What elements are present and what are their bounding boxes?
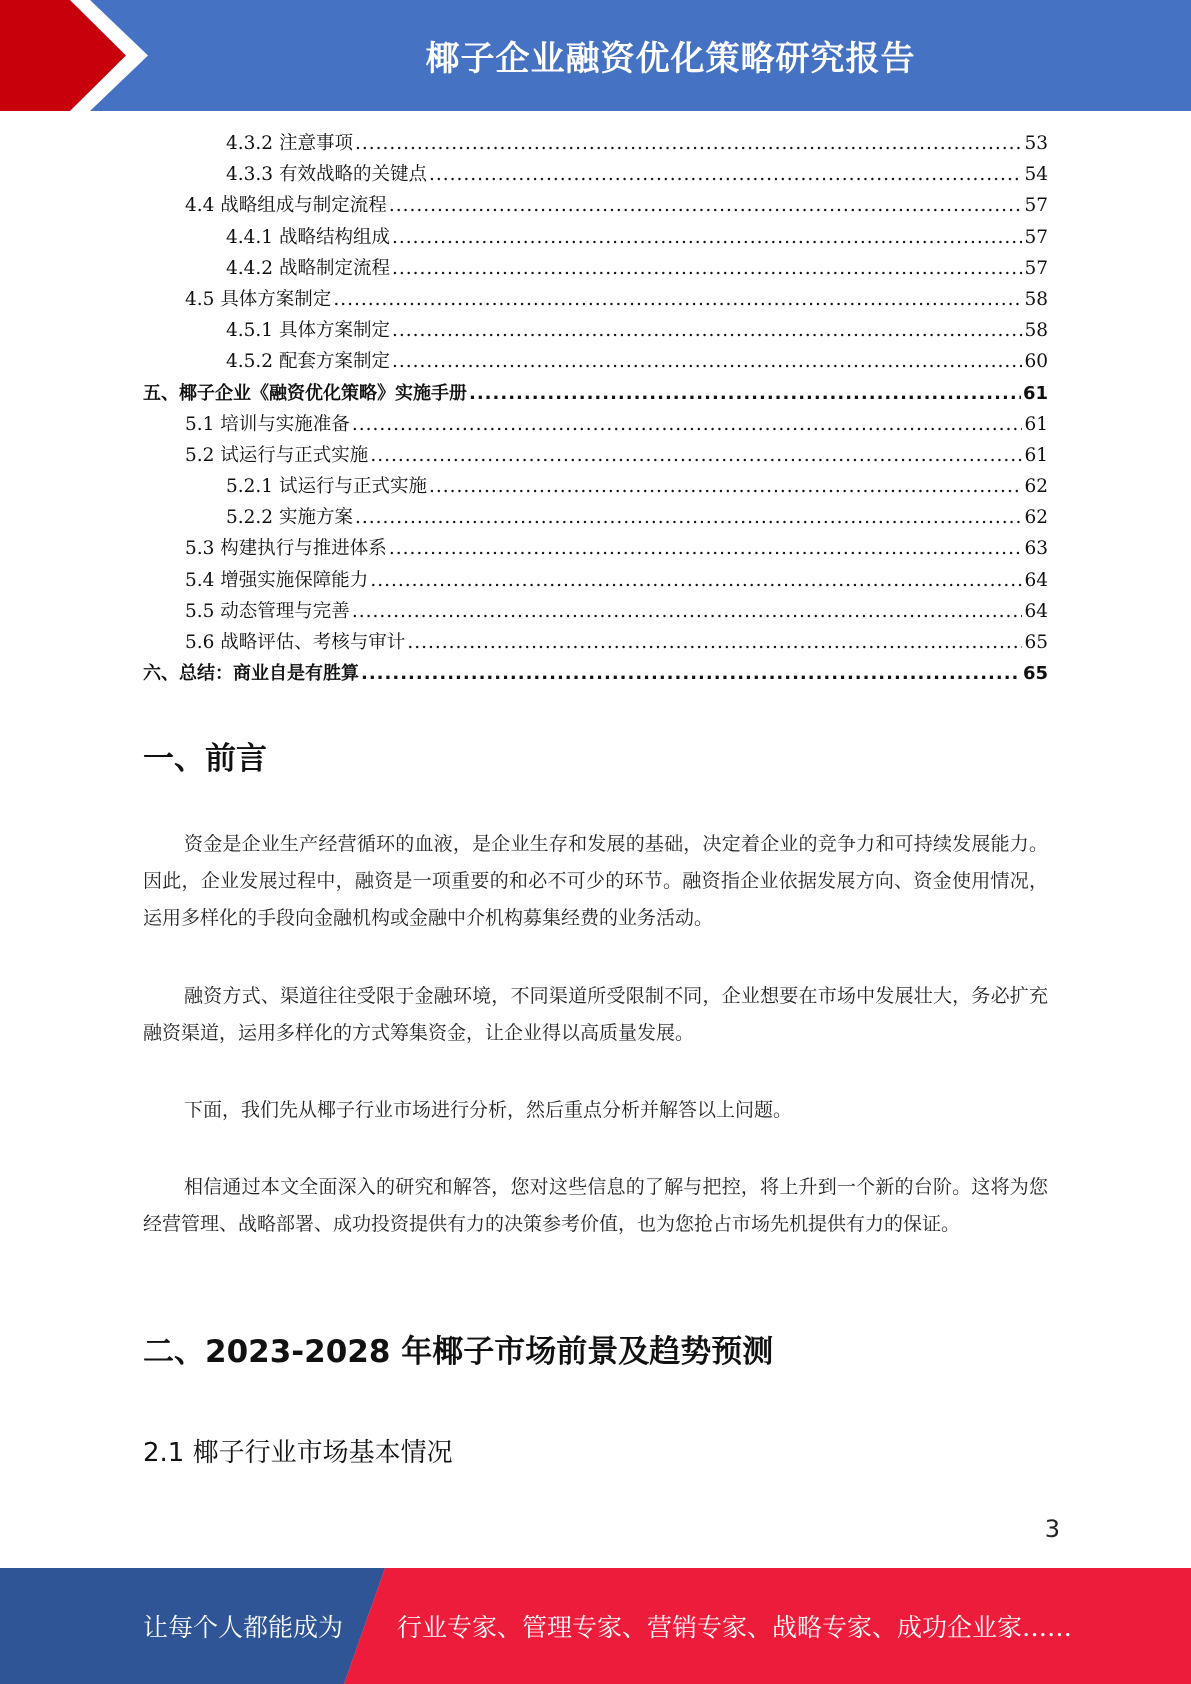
toc-leader-dots (355, 128, 1023, 159)
toc-entry-label: 4.3.3 有效战略的关键点 (226, 164, 427, 186)
toc-entry-page: 63 (1024, 538, 1048, 560)
toc-leader-dots (469, 378, 1021, 409)
toc-entry-page: 57 (1024, 226, 1048, 248)
toc-entry-page: 65 (1024, 632, 1048, 653)
toc-entry-label: 4.4 战略组成与制定流程 (185, 195, 387, 217)
toc-entry-label: 5.6 战略评估、考核与审计 (185, 632, 406, 653)
toc-leader-dots (352, 596, 1023, 627)
toc-leader-dots (392, 253, 1022, 284)
toc-entry-label: 5.2 试运行与正式实施 (185, 444, 369, 466)
toc-leader-dots (389, 190, 1023, 221)
toc-entry-page: 61 (1022, 382, 1048, 404)
toc-leader-dots (407, 627, 1022, 658)
toc-entry[interactable] (143, 409, 1048, 440)
paragraph: 资金是企业生产经营循环的血液，是企业生存和发展的基础，决定着企业的竞争力和可持续发展能力。因此，企业发展过程中，融资是一项重要的和必不可少的环节。融资指企业依据发展方向、资金使用情况，运用多样化的手段向金融机构或金融中介机构募集经费的业务活动。 (143, 833, 1048, 929)
toc-entry[interactable] (143, 253, 1048, 284)
toc-entry[interactable] (143, 128, 1048, 159)
page-header (0, 0, 1191, 111)
paragraph: 融资方式、渠道往往受限于金融环境，不同渠道所受限制不同，企业想要在市场中发展壮大，务必扩充融资渠道，运用多样化的方式筹集资金，让企业得以高质量发展。 (143, 985, 1048, 1044)
paragraph: 相信通过本文全面深入的研究和解答，您对这些信息的了解与把控，将上升到一个新的台阶。这将为您经营管理、战略部署、成功投资提供有力的决策参考价值，也为您抢占市场先机提供有力的保证。 (143, 1176, 1048, 1235)
toc-entry-page: 62 (1024, 507, 1048, 529)
toc-entry[interactable] (143, 502, 1048, 533)
toc-entry-label: 六、总结：商业自是有胜算 (143, 663, 359, 685)
section-heading-market-outlook: 二、2023-2028 年椰子市场前景及趋势预测 (143, 1334, 774, 1370)
toc-entry-label: 5.5 动态管理与完善 (185, 600, 350, 622)
toc-entry[interactable] (143, 159, 1048, 190)
toc-entry-label: 5.3 构建执行与推进体系 (185, 538, 387, 560)
toc-entry[interactable] (143, 627, 1048, 658)
subsection-heading: 2.1 椰子行业市场基本情况 (143, 1438, 453, 1468)
toc-leader-dots (352, 409, 1023, 440)
toc-entry-label: 5.1 培训与实施准备 (185, 413, 350, 435)
toc-entry[interactable] (143, 378, 1048, 409)
page-footer (0, 1568, 1191, 1684)
toc-leader-dots (370, 440, 1022, 471)
section-heading-preface: 一、前言 (143, 741, 267, 777)
toc-entry[interactable] (143, 190, 1048, 221)
toc-entry[interactable] (143, 565, 1048, 596)
toc-entry-page: 57 (1024, 195, 1048, 217)
toc-entry[interactable] (143, 222, 1048, 253)
toc-entry-label: 4.5.1 具体方案制定 (226, 320, 390, 342)
toc-entry-label: 5.2.2 实施方案 (226, 507, 353, 529)
toc-entry-page: 58 (1024, 320, 1048, 342)
toc-entry-page: 53 (1024, 133, 1048, 154)
page-number: 3 (1044, 1515, 1060, 1543)
toc-entry[interactable] (143, 440, 1048, 471)
toc-entry-page: 64 (1024, 569, 1048, 591)
header-chevron-decoration (0, 0, 160, 111)
toc-leader-dots (355, 502, 1023, 533)
toc-entry[interactable] (143, 284, 1048, 315)
toc-leader-dots (392, 222, 1022, 253)
toc-entry-label: 5.2.1 试运行与正式实施 (226, 476, 427, 498)
toc-leader-dots (429, 471, 1022, 502)
toc-entry-page: 60 (1024, 351, 1048, 373)
toc-entry[interactable] (143, 346, 1048, 377)
toc-entry-label: 4.4.1 战略结构组成 (226, 226, 390, 248)
toc-leader-dots (370, 565, 1022, 596)
toc-entry-page: 54 (1024, 164, 1048, 186)
toc-entry-page: 61 (1024, 413, 1048, 435)
toc-leader-dots (429, 159, 1022, 190)
toc-entry[interactable] (143, 533, 1048, 564)
toc-entry-page: 62 (1024, 476, 1048, 498)
toc-leader-dots (389, 533, 1023, 564)
report-title: 椰子企业融资优化策略研究报告 (425, 39, 916, 79)
toc-entry-label: 4.3.2 注意事项 (226, 133, 353, 154)
toc-entry-page: 57 (1024, 257, 1048, 279)
toc-entry[interactable] (143, 471, 1048, 502)
toc-leader-dots (392, 315, 1022, 346)
toc-entry-page: 64 (1024, 600, 1048, 622)
footer-slogan-left: 让每个人都能成为 (143, 1613, 344, 1642)
toc-entry[interactable] (143, 658, 1048, 689)
toc-entry[interactable] (143, 596, 1048, 627)
toc-leader-dots (333, 284, 1022, 315)
toc-entry-label: 4.4.2 战略制定流程 (226, 257, 390, 279)
toc-leader-dots (392, 346, 1022, 377)
paragraph: 下面，我们先从椰子行业市场进行分析，然后重点分析并解答以上问题。 (184, 1099, 793, 1121)
toc-entry[interactable] (143, 315, 1048, 346)
toc-entry-label: 4.5 具体方案制定 (185, 288, 332, 310)
toc-entry-page: 61 (1024, 444, 1048, 466)
toc-entry-label: 4.5.2 配套方案制定 (226, 351, 390, 373)
toc-leader-dots (361, 658, 1021, 689)
toc-entry-label: 五、椰子企业《融资优化策略》实施手册 (143, 382, 467, 404)
toc-entry-page: 58 (1024, 288, 1048, 310)
footer-slogan-right: 行业专家、管理专家、营销专家、战略专家、成功企业家…… (397, 1613, 1073, 1642)
toc-entry-label: 5.4 增强实施保障能力 (185, 569, 369, 591)
table-of-contents (143, 128, 1048, 689)
toc-entry-page: 65 (1022, 663, 1048, 685)
